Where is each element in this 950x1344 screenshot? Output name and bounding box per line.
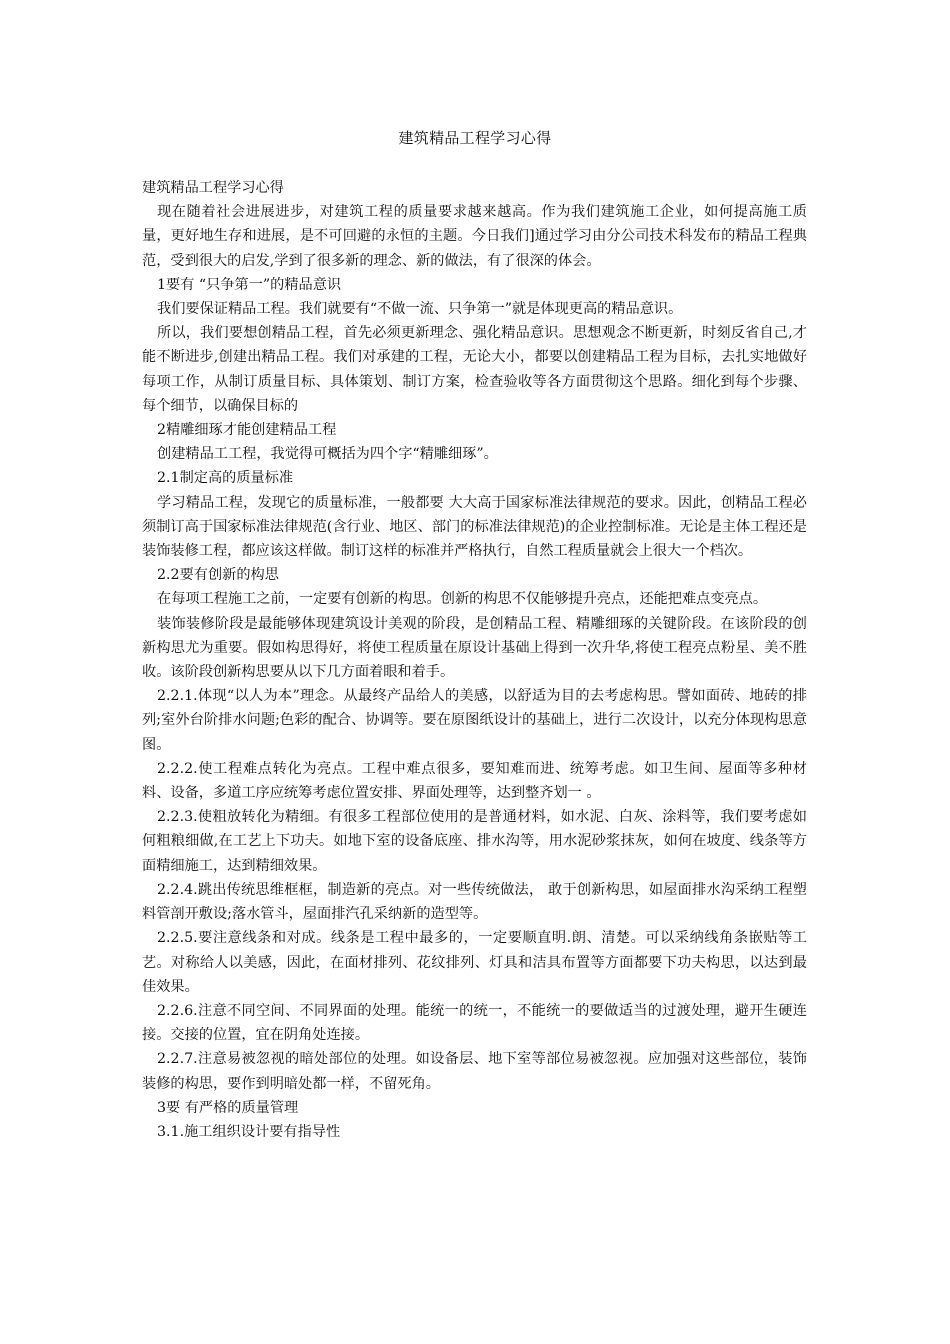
subtitle: 建筑精品工程学习心得	[142, 180, 284, 196]
paragraph: 现在随着社会进展进步，对建筑工程的质量要求越来越高。作为我们建筑施工企业，如何提高施工质量，更好地生存和进展，是不可回避的永恒的主题。今日我们]通过学习由分公司技术科发布的精品工程典范，受到很大的启发,学到了很多新的理念、新的做法，有了很深的体会。	[142, 204, 807, 269]
section-heading: 2.2要有创新的构思	[157, 567, 279, 584]
paragraph: 2.2.4.跳出传统思维框框，制造新的亮点。对一些传统做法， 敢于创新构思，如屋面排水沟采纳工程塑料管剖开敷设;落水管斗，屋面排汽孔采纳新的造型等。	[142, 881, 807, 923]
paragraph: 装饰装修阶段是最能够体现建筑设计美观的阶段，是创精品工程、精雕细琢的关键阶段。在该阶段的创新构思尤为重要。假如构思得好，将使工程质量在原设计基础上得到一次升华,将使工程亮点粉星、美不胜收。该阶段创新构思要从以下几方面着眼和着手。	[142, 615, 807, 681]
paragraph: 2.2.2.使工程难点转化为亮点。工程中难点很多，要知难而进、统筹考虑。如卫生间、屋面等多种材料、设备，多道工序应统筹考虑位置安排、界面处理等，达到整齐划一 。	[142, 760, 807, 802]
paragraph: 我们要保证精品工程。我们就要有“不做一流、只争第一”就是体现更高的精品意识。	[157, 301, 683, 318]
paragraph: 2.2.5.要注意线条和对成。线条是工程中最多的，一定要顺直明.朗、清楚。可以采纳线角条嵌贴等工艺。对称给人以美感，因此，在面材排列、花纹排列、灯具和洁具布置等方面都要下功夫构思，以达到最佳效果。	[142, 930, 807, 995]
paragraph: 2.2.3.使粗放转化为精细。有很多工程部位使用的是普通材料，如水泥、白灰、涂料等，我们要考虑如何粗粮细做,在工艺上下功夫。如地下室的设备底座、排水沟等，用水泥砂浆抹灰，如何在坡度、线条等方面精细施工，达到精细效果。	[142, 809, 807, 874]
section-heading: 3要 有严格的质量管理	[157, 1099, 299, 1116]
paragraph: 学习精品工程，发现它的质量标准，一般都要 大大高于国家标准法律规范的要求。因此，创精品工程必须制订高于国家标准法律规范(含行业、地区、部门的标准法律规范)的企业控制标准。无论是主体工程还是装饰装修工程，都应该这样做。制订这样的标准并严格执行，自然工程质量就会上很大一个档次。	[142, 494, 807, 560]
section-heading: 1要有 “只争第一”的精品意识	[157, 276, 342, 293]
document-body	[142, 176, 807, 1144]
paragraph: 2.2.6.注意不同空间、不同界面的处理。能统一的统一，不能统一的要做适当的过渡处理，避开生硬连接。交接的位置，宜在阴角处连接。	[142, 1002, 807, 1044]
paragraph: 2.2.1.体现“以人为本”理念。从最终产品给人的美感，以舒适为目的去考虑构思。譬如面砖、地砖的排列;室外台阶排水问题;色彩的配合、协调等。要在原图纸设计的基础上，进行二次设计，以充分体现构思意图。	[142, 688, 807, 753]
paragraph: 创建精品工工程，我觉得可概括为四个字“精雕细琢”。	[157, 446, 498, 463]
paragraph: 2.2.7.注意易被忽视的暗处部位的处理。如设备层、地下室等部位易被忽视。应加强对这些部位，装饰装修的构思，要作到明暗处都一样，不留死角。	[142, 1051, 807, 1092]
section-heading: 3.1.施工组织设计要有指导性	[157, 1123, 341, 1140]
document-title: 建筑精品工程学习心得	[398, 129, 552, 147]
paragraph: 在每项工程施工之前，一定要有创新的构思。创新的构思不仅能够提升亮点，还能把难点变亮点。	[157, 591, 768, 608]
section-heading: 2.1制定高的质量标准	[157, 470, 294, 487]
section-heading: 2精雕细琢才能创建精品工程	[157, 422, 337, 439]
paragraph: 所以，我们要想创精品工程，首先必须更新理念、强化精品意识。思想观念不断更新，时刻反省自己,才能不断进步,创建出精品工程。我们对承建的工程，无论大小，都要以创建精品工程为目标，去扎实地做好每项工作，从制订质量目标、具体策划、制订方案，检查验收等各方面贯彻这个思路。细化到每个步骤、每个细节，以确保目标的	[142, 325, 807, 414]
